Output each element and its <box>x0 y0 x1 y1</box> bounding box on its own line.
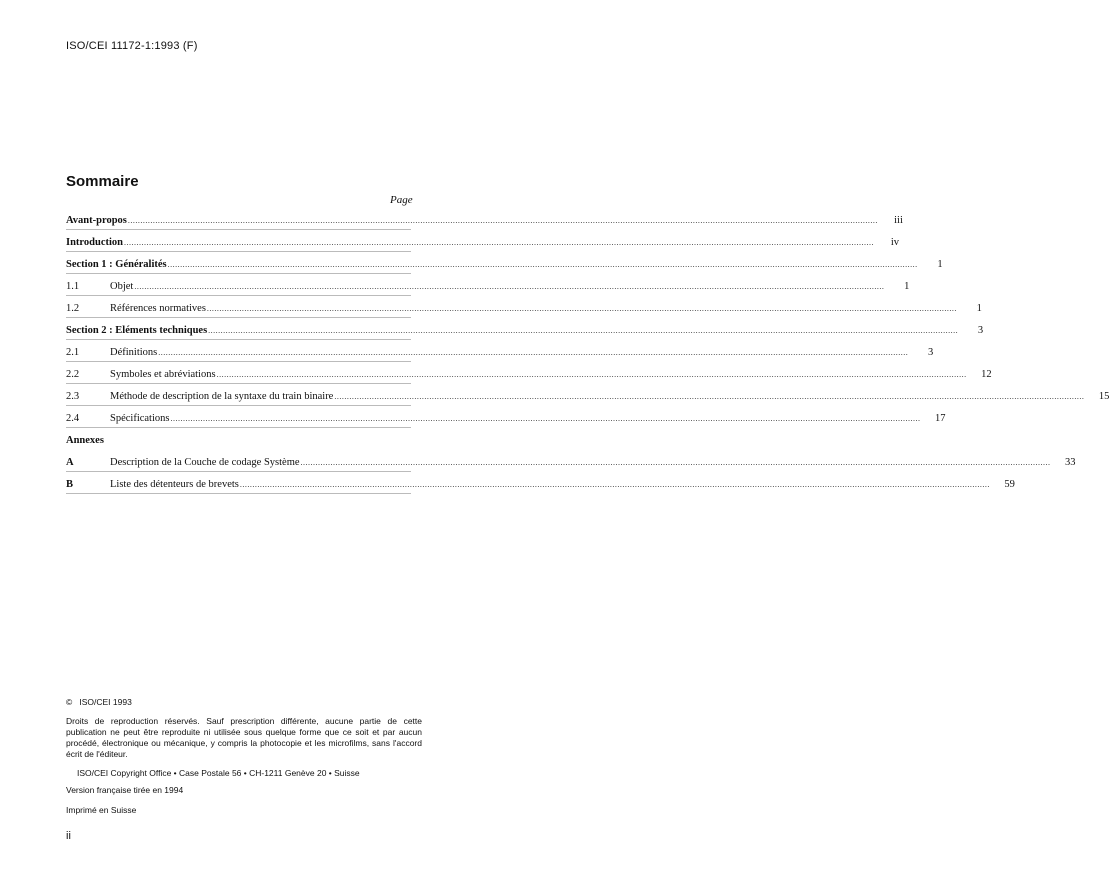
toc-entry <box>66 450 1076 472</box>
toc-entry-page: 12 <box>981 369 992 380</box>
toc-entry <box>66 318 984 340</box>
toc-entry <box>66 296 982 318</box>
printing-note: Version française tirée en 1994 <box>66 785 184 795</box>
dot-leader: ............................................................................................................................................................................................................................................................................................................ <box>127 216 878 225</box>
copyright-office-address: ISO/CEI Copyright Office • Case Postale 56 • CH-1211 Genève 20 • Suisse <box>77 768 360 778</box>
dot-leader: ............................................................................................................................................................................................................................................................................................................ <box>206 304 957 313</box>
toc-entry-number: B <box>66 479 74 490</box>
toc-entry-number: 2.2 <box>66 369 80 380</box>
dot-leader: ............................................................................................................................................................................................................................................................................................................ <box>134 282 885 291</box>
toc-entry <box>66 406 946 428</box>
table-of-contents <box>66 208 1109 494</box>
toc-entry-title: Liste des détenteurs de brevets <box>110 479 239 490</box>
dot-leader: ............................................................................................................................................................................................................................................................................................................ <box>334 392 1085 401</box>
page-number: ii <box>66 830 71 842</box>
row-divider <box>66 493 411 494</box>
toc-entry-number: A <box>66 457 74 468</box>
toc-entry-title: Description de la Couche de codage Système <box>110 457 300 468</box>
dot-leader: ............................................................................................................................................................................................................................................................................................................ <box>167 260 918 269</box>
toc-entry <box>66 428 411 450</box>
toc-entry-page: iv <box>890 237 899 248</box>
toc-entry-title: Méthode de description de la syntaxe du train binaire <box>110 391 334 402</box>
toc-entry-number: 2.3 <box>66 391 80 402</box>
toc-entry-number: 1.1 <box>66 281 80 292</box>
dot-leader: ............................................................................................................................................................................................................................................................................................................ <box>124 238 874 247</box>
toc-entry <box>66 208 903 230</box>
toc-entry-number: 2.1 <box>66 347 80 358</box>
dot-leader: ............................................................................................................................................................................................................................................................................................................ <box>158 348 909 357</box>
toc-entry-title: Annexes <box>66 435 104 446</box>
toc-entry-page: 17 <box>934 413 946 424</box>
copyright-notice <box>66 697 422 816</box>
toc-entry-page: 15 <box>1098 391 1109 402</box>
toc-entry-title: Références normatives <box>110 303 206 314</box>
toc-entry-title: Avant-propos <box>66 215 127 226</box>
toc-entry-page: 3 <box>928 347 934 358</box>
toc-entry <box>66 362 992 384</box>
toc-entry-page: 1 <box>937 259 943 270</box>
toc-entry-page: 59 <box>1004 479 1015 490</box>
toc-entry-title: Section 2 : Eléments techniques <box>66 325 208 336</box>
page-column-label: Page <box>390 194 413 206</box>
toc-entry <box>66 230 899 252</box>
toc-entry-number: 1.2 <box>66 303 80 314</box>
toc-title: Sommaire <box>66 173 139 190</box>
dot-leader: ............................................................................................................................................................................................................................................................................................................ <box>170 414 921 423</box>
toc-entry-title: Définitions <box>110 347 158 358</box>
toc-entry <box>66 472 1015 494</box>
toc-entry-page: 1 <box>976 303 982 314</box>
toc-entry-page: iii <box>894 215 903 226</box>
printed-in-note: Imprimé en Suisse <box>66 805 137 815</box>
toc-entry-page: 1 <box>904 281 910 292</box>
toc-entry-number: 2.4 <box>66 413 80 424</box>
toc-entry <box>66 340 934 362</box>
dot-leader: ............................................................................................................................................................................................................................................................................................................ <box>208 326 959 335</box>
toc-entry-page: 3 <box>977 325 984 336</box>
toc-entry <box>66 252 943 274</box>
dot-leader: ............................................................................................................................................................................................................................................................................................................ <box>216 370 967 379</box>
dot-leader: ............................................................................................................................................................................................................................................................................................................ <box>300 458 1051 467</box>
toc-entry-title: Spécifications <box>110 413 170 424</box>
toc-entry-title: Introduction <box>66 237 123 248</box>
toc-entry <box>66 274 910 296</box>
dot-leader: ............................................................................................................................................................................................................................................................................................................ <box>239 480 990 489</box>
document-identifier: ISO/CEI 11172-1:1993 (F) <box>66 40 198 52</box>
rights-statement: Droits de reproduction réservés. Sauf prescription différente, aucune partie de cette publication ne peut être reproduite ni utilisée sous quelque forme que ce soit et par aucun procédé, électronique ou mécanique, y compris la photocopie et les microfilms, sans l'accord écrit de l'éditeur. <box>66 716 422 759</box>
toc-entry <box>66 384 1109 406</box>
toc-entry-page: 33 <box>1065 457 1076 468</box>
copyright-symbol: © <box>66 697 73 707</box>
toc-entry-title: Section 1 : Généralités <box>66 259 167 270</box>
copyright-line <box>66 697 422 708</box>
toc-entry-title: Objet <box>110 281 134 292</box>
copyright-holder: ISO/CEI 1993 <box>79 697 132 707</box>
toc-entry-title: Symboles et abréviations <box>110 369 216 380</box>
